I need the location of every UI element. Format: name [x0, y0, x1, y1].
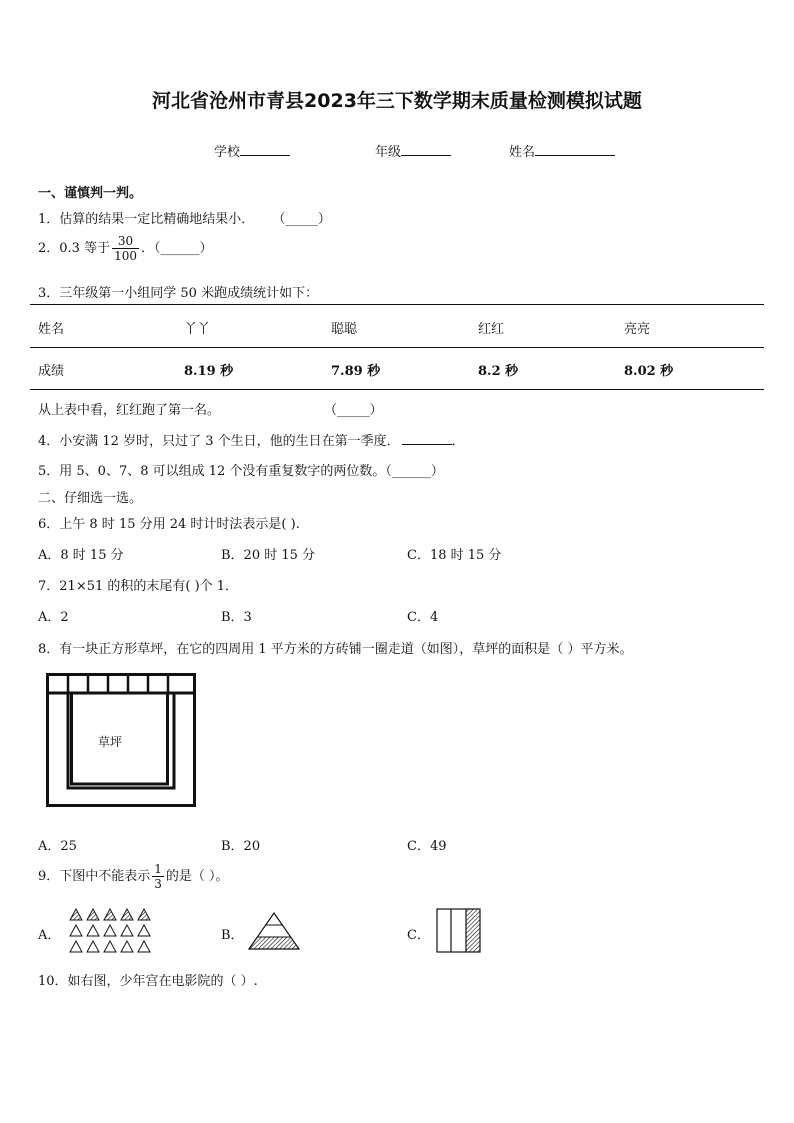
- q6-option-b[interactable]: B．20 时 15 分: [221, 548, 316, 563]
- q8-option-b[interactable]: B．20: [221, 839, 261, 854]
- table-cell: 8.19 秒: [184, 364, 234, 379]
- triangles-figure: [68, 908, 154, 954]
- question-8: 8．有一块正方形草坪，在它的四周用 1 平方米的方砖铺一圈走道（如图），草坪的面积是（ ）平方米。: [38, 642, 633, 657]
- grade-label: 年级: [375, 145, 402, 160]
- grade-blank[interactable]: [401, 143, 451, 156]
- q8-option-c[interactable]: C．49: [407, 839, 447, 854]
- question-2-prefix: 2．0.3 等于: [38, 241, 111, 256]
- q9-option-c[interactable]: C．: [407, 928, 430, 943]
- table-header-cell: 亮亮: [624, 322, 651, 337]
- question-3-statement: [38, 399, 383, 418]
- question-7: 7．21×51 的积的末尾有( )个 1．: [38, 579, 239, 594]
- page-title: 河北省沧州市青县2023年三下数学期末质量检测模拟试题: [152, 90, 642, 112]
- table-header-cell: 聪聪: [331, 322, 358, 337]
- question-9: [38, 862, 229, 891]
- triangle-row-3: [70, 941, 150, 952]
- school-blank[interactable]: [240, 143, 290, 156]
- question-9-suffix: 的是（ ）。: [165, 869, 229, 884]
- table-cell: 7.89 秒: [331, 364, 381, 379]
- table-cell: 成绩: [38, 364, 65, 379]
- question-1-text: 1．估算的结果一定比精确地结果小．: [38, 212, 255, 227]
- q7-option-a[interactable]: A．2: [38, 610, 69, 625]
- table-cell: 8.02 秒: [624, 364, 674, 379]
- triangle-row-1-shaded: [70, 909, 150, 920]
- question-9-prefix: 9．下图中不能表示: [38, 869, 151, 884]
- school-label: 学校: [214, 145, 241, 160]
- fraction-1-3: [152, 862, 164, 891]
- question-5: 5．用 5、0、7、8 可以组成 12 个没有重复数字的两位数。（______）: [38, 464, 444, 479]
- lawn-label: 草坪: [98, 735, 123, 749]
- q7-option-b[interactable]: B．3: [221, 610, 252, 625]
- table-cell: 8.2 秒: [478, 364, 519, 379]
- table-top-rule: [30, 304, 764, 305]
- table-header-cell: 丫丫: [184, 322, 211, 337]
- question-2-suffix[interactable]: ．（______）: [140, 241, 213, 256]
- name-field: [509, 141, 615, 160]
- divided-rectangle-figure: [436, 908, 482, 954]
- name-label: 姓名: [509, 145, 536, 160]
- question-10: 10．如右图，少年宫在电影院的（ ）.: [38, 974, 258, 989]
- q6-option-a[interactable]: A．8 时 15 分: [38, 548, 124, 563]
- section-2-heading: 二、仔细选一选。: [38, 491, 143, 506]
- q6-option-c[interactable]: C．18 时 15 分: [407, 548, 502, 563]
- fraction-30-100: [112, 234, 139, 263]
- fraction-numerator: 1: [154, 862, 162, 876]
- grade-field: [375, 141, 451, 160]
- triangle-row-2: [70, 925, 150, 936]
- question-2: [38, 234, 213, 263]
- table-header-cell: 红红: [478, 322, 505, 337]
- q7-option-c[interactable]: C．4: [407, 610, 439, 625]
- section-1-heading: 一、谨慎判一判。: [38, 186, 143, 201]
- question-1: [38, 208, 331, 227]
- q9-option-a[interactable]: A．: [38, 928, 61, 943]
- school-field: [214, 141, 290, 160]
- q8-option-a[interactable]: A．25: [38, 839, 77, 854]
- table-bottom-rule: [30, 389, 764, 390]
- table-header-cell: 姓名: [38, 322, 65, 337]
- table-middle-rule: [30, 347, 764, 348]
- question-4-text: 4．小安满 12 岁时，只过了 3 个生日，他的生日在第一季度．: [38, 434, 400, 449]
- question-1-answer[interactable]: （_____）: [272, 212, 331, 227]
- question-3-statement-text: 从上表中看，红红跑了第一名。: [38, 403, 221, 418]
- question-6: 6．上午 8 时 15 分用 24 时计时法表示是( ).: [38, 517, 300, 532]
- fraction-numerator: 30: [112, 234, 139, 249]
- question-3-text: 3．三年级第一小组同学 50 米跑成绩统计如下：: [38, 286, 319, 301]
- question-4: [38, 430, 465, 449]
- question-4-suffix: ．: [451, 434, 465, 449]
- question-4-blank[interactable]: [402, 432, 452, 445]
- q9-option-b[interactable]: B．: [221, 928, 244, 943]
- question-3-answer[interactable]: （_____）: [324, 403, 383, 418]
- name-blank[interactable]: [535, 143, 615, 156]
- layered-triangle-figure: [248, 912, 300, 950]
- fraction-denominator: 100: [114, 249, 137, 263]
- fraction-denominator: 3: [154, 877, 162, 891]
